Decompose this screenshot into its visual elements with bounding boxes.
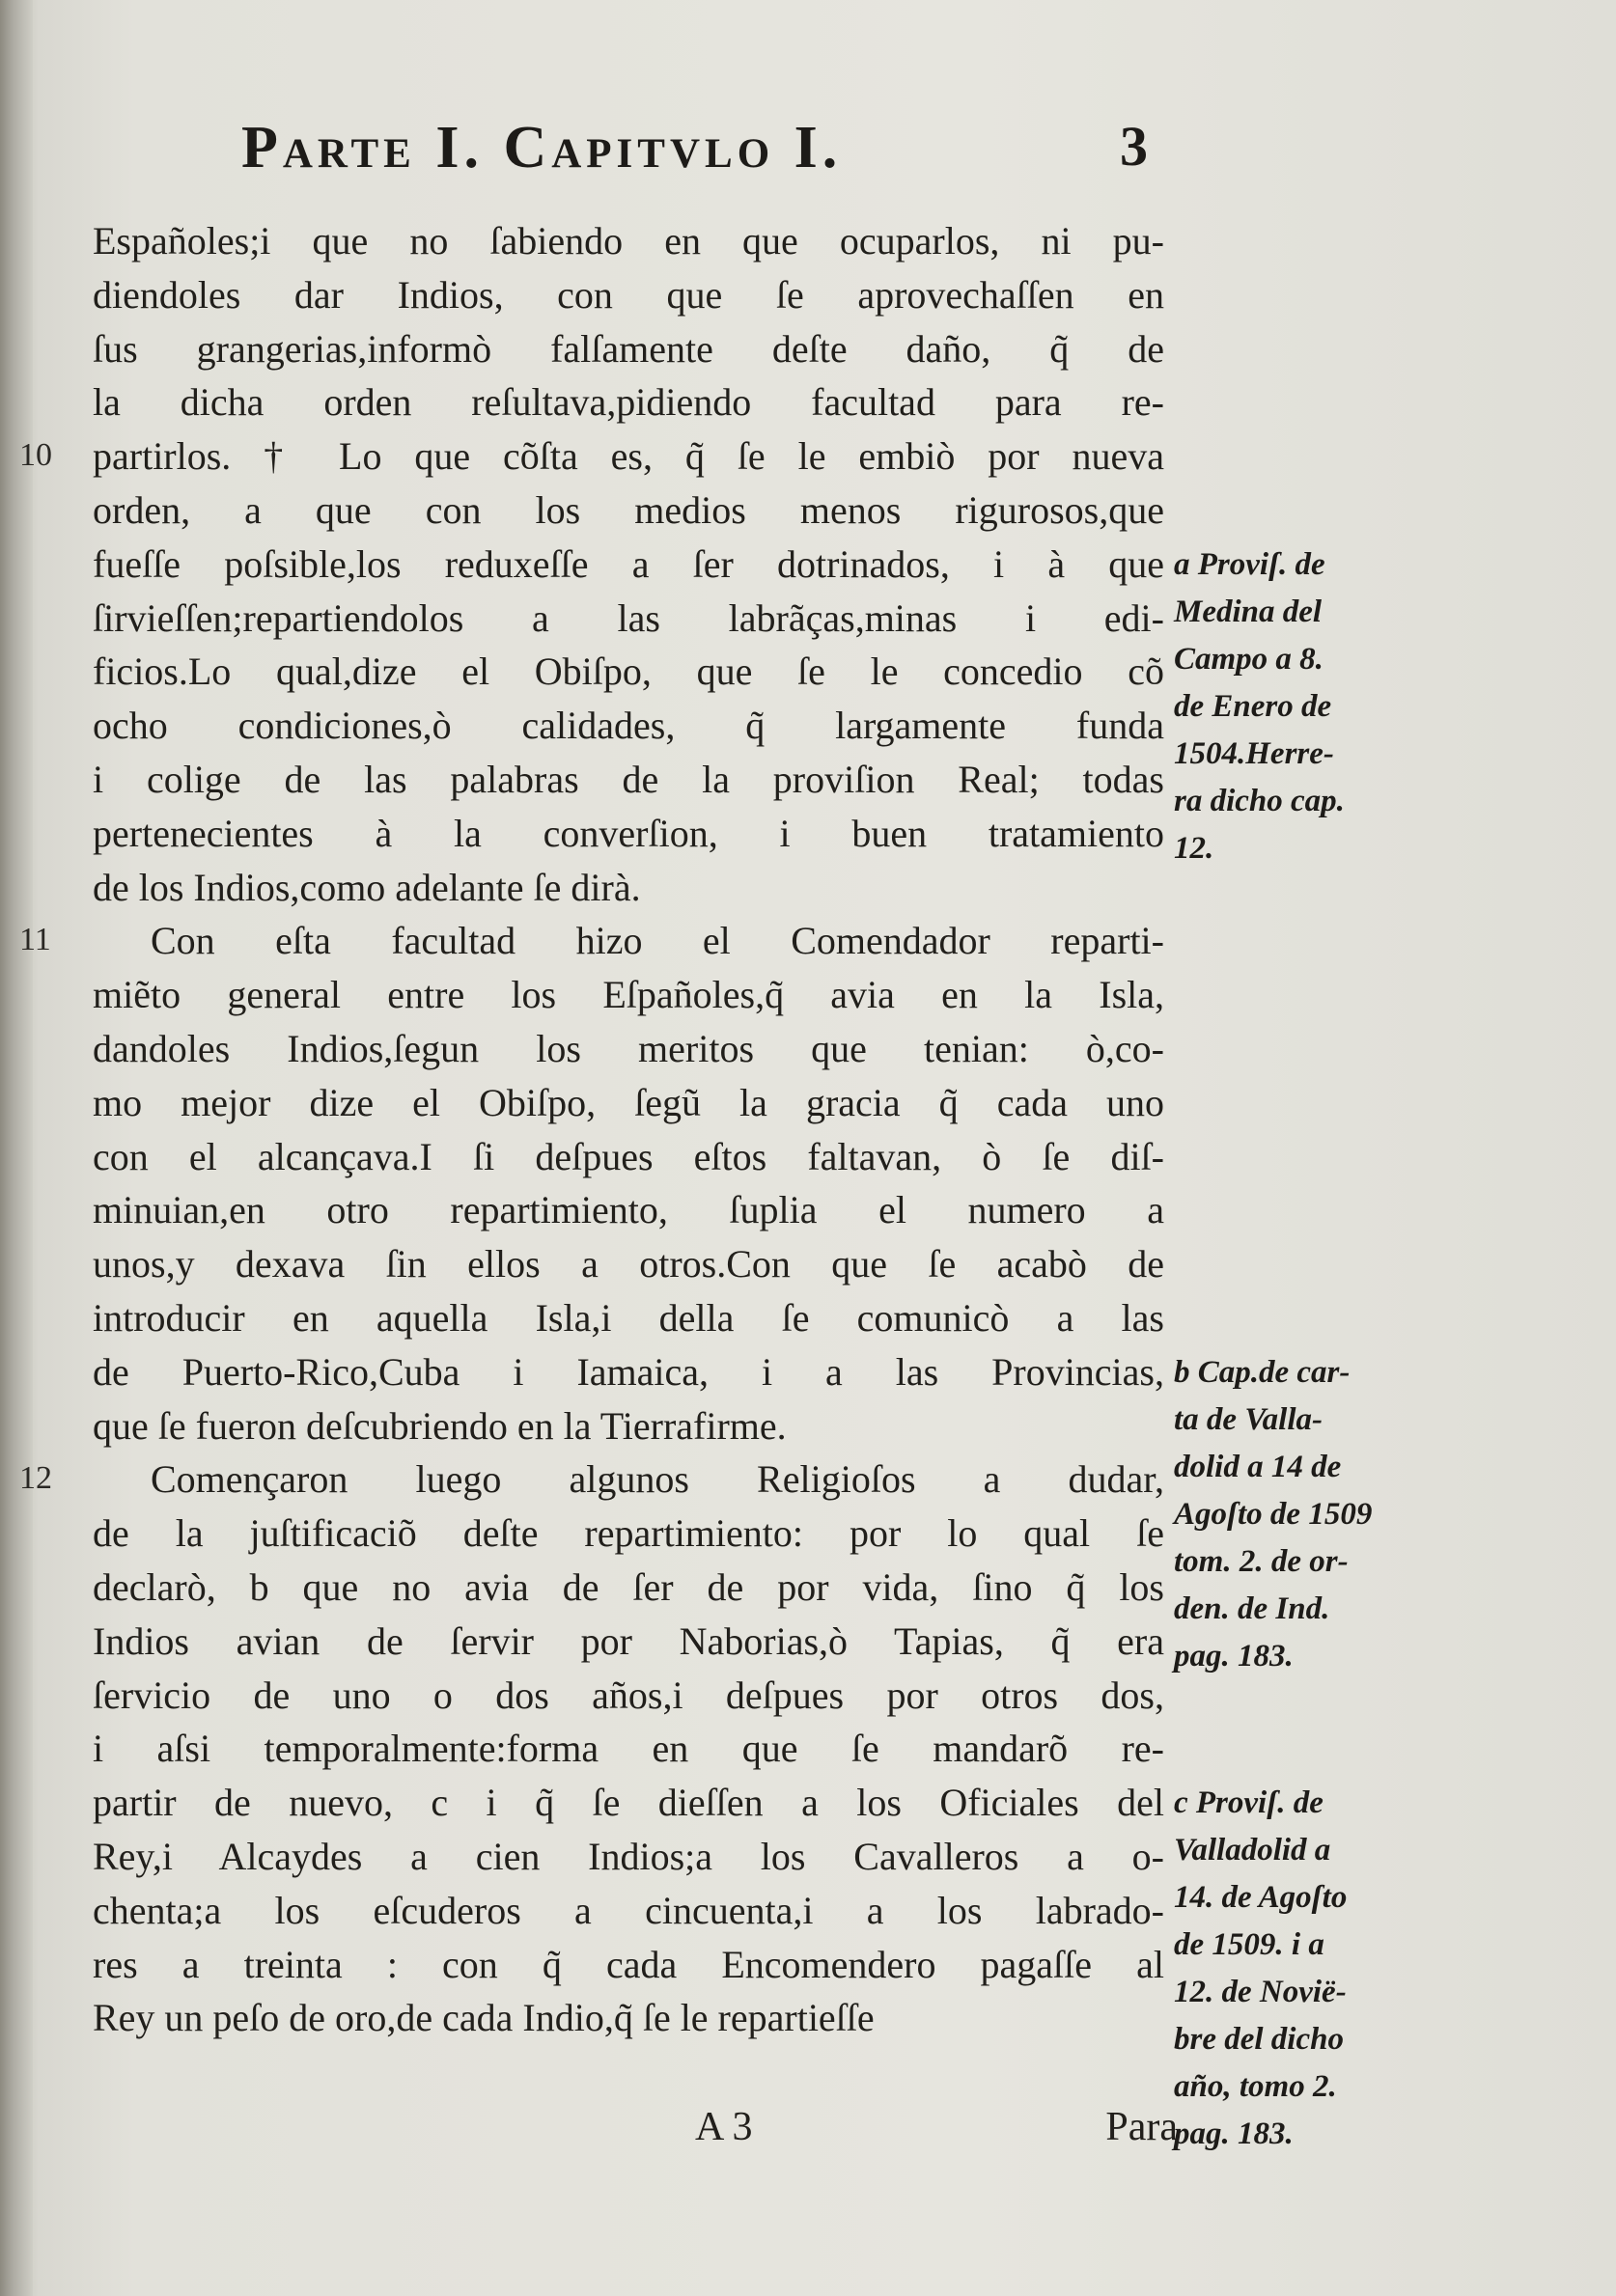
running-header: [241, 114, 1207, 201]
running-title: Parte I. Capitvlo I.: [241, 115, 843, 180]
text-line: Indios avian de ſervir por Naborias,ò Tapias, q̃ era: [93, 1618, 1164, 1663]
text-line: de la juſtificaciõ deſte repartimiento: por lo qual ſe: [93, 1511, 1164, 1556]
margin-note-line: b Cap.de car-: [1174, 1354, 1351, 1390]
margin-note-line: de 1509. i a: [1174, 1927, 1324, 1963]
text-line: con el alcançava.I ſi deſpues eſtos faltavan, ò ſe diſ-: [93, 1134, 1164, 1178]
margin-note: [1174, 1349, 1425, 1680]
margin-note-line: dolid a 14 de: [1174, 1449, 1342, 1484]
text-line: Rey,i Alcaydes a cien Indios;a los Cavalleros a o-: [93, 1834, 1164, 1878]
text-line: partir de nuevo, c i q̃ ſe dieſſen a los Oficiales del: [93, 1781, 1164, 1825]
margin-note-line: den. de Ind.: [1174, 1591, 1330, 1626]
text-line: partirlos. † Lo que cõſta es, q̃ ſe le embiò por nueva: [93, 434, 1164, 479]
text-line: mo mejor dize el Obiſpo, ſegũ la gracia q̃ cada uno: [93, 1080, 1164, 1124]
margin-note-line: de Enero de: [1174, 688, 1332, 724]
margin-note-line: tom. 2. de or-: [1174, 1543, 1349, 1579]
page-footer: [676, 2104, 1178, 2162]
margin-note-line: bre del dicho: [1174, 2022, 1344, 2058]
text-line: ocho condiciones,ò calidades, q̃ largamente funda: [93, 704, 1164, 748]
main-text-column: [93, 214, 1164, 2045]
text-line: ſervicio de uno o dos años,i deſpues por otros dos,: [93, 1673, 1164, 1717]
text-line: diendoles dar Indios, con que ſe aprovechaſſen en: [93, 272, 1164, 317]
margin-note-line: c Proviſ. de: [1174, 1785, 1323, 1821]
text-line: que ſe fueron deſcubriendo en la Tierrafirme.: [93, 1403, 787, 1448]
text-line: introducir en aquella Isla,i della ſe comunicò a las: [93, 1295, 1164, 1340]
text-line: ficios.Lo qual,dize el Obiſpo, que ſe le concedio cõ: [93, 650, 1164, 694]
margin-note-line: pag. 183.: [1174, 1638, 1294, 1674]
margin-note-line: 12.: [1174, 830, 1214, 866]
margin-note-line: Campo a 8.: [1174, 641, 1323, 677]
text-line: chenta;a los eſcuderos a cincuenta,i a los labrado-: [93, 1888, 1164, 1932]
margin-note-line: 12. de Novië-: [1174, 1975, 1347, 2010]
signature-mark: A 3: [695, 2105, 753, 2149]
marginal-line-number: 12: [19, 1460, 52, 1497]
page-binding-edge: [0, 0, 33, 2296]
text-line: la dicha orden reſultava,pidiendo facultad para re-: [93, 380, 1164, 425]
text-line: unos,y dexava ſin ellos a otros.Con que ſe acabò de: [93, 1242, 1164, 1286]
text-line: ſirvieſſen;repartiendolos a las labrãças,minas i edi-: [93, 595, 1164, 640]
text-line: pertenecientes à la converſion, i buen tratamiento: [93, 811, 1164, 855]
margin-note-line: ra dicho cap.: [1174, 783, 1345, 818]
margin-note-line: año, tomo 2.: [1174, 2069, 1337, 2105]
text-line: orden, a que con los medios menos rigurosos,que: [93, 487, 1164, 532]
marginal-line-number: 10: [19, 437, 52, 474]
text-line: declarò, b que no avia de ſer de por vida, ſino q̃ los: [93, 1564, 1164, 1609]
margin-note-line: 1504.Herre-: [1174, 735, 1334, 771]
text-line: Rey un peſo de oro,de cada Indio,q̃ ſe le repartieſſe: [93, 1996, 875, 2040]
margin-note-line: ta de Valla-: [1174, 1401, 1323, 1437]
text-line: fueſſe poſsible,los reduxeſſe a ſer dotrinados, i à que: [93, 541, 1164, 586]
margin-note: [1174, 541, 1425, 872]
margin-note: [1174, 1780, 1425, 2158]
text-line: i aſsi temporalmente:forma en que ſe mandarõ re-: [93, 1727, 1164, 1771]
text-line: miẽto general entre los Eſpañoles,q̃ avia en la Isla,: [93, 973, 1164, 1017]
margin-note-line: Valladolid a: [1174, 1833, 1331, 1868]
margin-note-line: pag. 183.: [1174, 2116, 1294, 2152]
margin-note-line: Medina del: [1174, 594, 1323, 629]
page-number: 3: [1120, 115, 1148, 178]
margin-note-line: a Proviſ. de: [1174, 546, 1325, 582]
text-line: de Puerto-Rico,Cuba i Iamaica, i a las Provincias,: [93, 1349, 1164, 1394]
catchword: Para: [1105, 2105, 1178, 2149]
margin-note-line: Agoſto de 1509: [1174, 1496, 1373, 1532]
margin-note-line: 14. de Agoſto: [1174, 1880, 1348, 1916]
marginal-line-number: 11: [19, 922, 51, 958]
text-line: i colige de las palabras de la proviſion Real; todas: [93, 757, 1164, 801]
text-line: Con eſta facultad hizo el Comendador reparti-: [151, 919, 1164, 963]
text-line: minuian,en otro repartimiento, ſuplia el numero a: [93, 1188, 1164, 1232]
text-line: dandoles Indios,ſegun los meritos que tenian: ò,co-: [93, 1026, 1164, 1070]
text-line: Començaron luego algunos Religioſos a dudar,: [151, 1457, 1164, 1502]
text-line: de los Indios,como adelante ſe dirà.: [93, 865, 641, 909]
text-line: ſus grangerias,informò falſamente deſte daño, q̃ de: [93, 326, 1164, 371]
text-line: Españoles;i que no ſabiendo en que ocuparlos, ni pu-: [93, 219, 1164, 263]
text-line: res a treinta : con q̃ cada Encomendero pagaſſe al: [93, 1942, 1164, 1986]
